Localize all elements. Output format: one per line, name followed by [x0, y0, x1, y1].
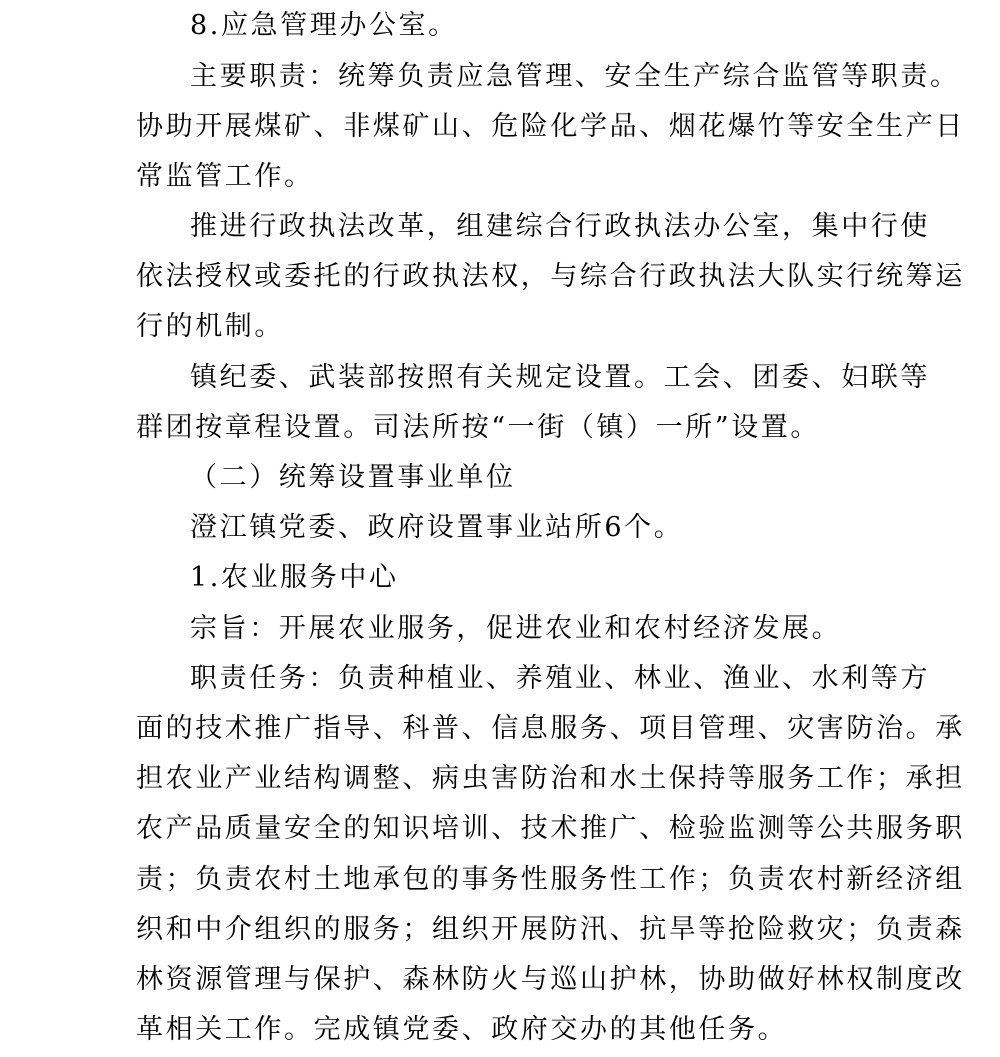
- paragraph-line: 责；负责农村土地承包的事务性服务性工作；负责农村新经济组: [136, 864, 965, 895]
- paragraph-line: 澄江镇党委、政府设置事业站所6个。: [190, 512, 684, 543]
- paragraph-line: 农产品质量安全的知识培训、技术推广、检验监测等公共服务职: [136, 813, 965, 844]
- section-heading-emergency-office: 8.应急管理办公室。: [190, 10, 458, 41]
- paragraph-line: 职责任务：负责种植业、养殖业、林业、渔业、水利等方: [190, 663, 930, 694]
- paragraph-line: 依法授权或委托的行政执法权，与综合行政执法大队实行统筹运: [136, 261, 965, 292]
- paragraph-line: 革相关工作。完成镇党委、政府交办的其他任务。: [136, 1014, 788, 1045]
- paragraph-line: 镇纪委、武装部按照有关规定设置。工会、团委、妇联等: [190, 362, 930, 393]
- paragraph-line: 面的技术推广指导、科普、信息服务、项目管理、灾害防治。承: [136, 713, 965, 744]
- section-heading-public-institutions: （二）统筹设置事业单位: [190, 462, 516, 493]
- paragraph-line: 推进行政执法改革，组建综合行政执法办公室，集中行使: [190, 211, 930, 242]
- section-heading-agri-service-center: 1.农业服务中心: [190, 562, 399, 593]
- paragraph-line: 协助开展煤矿、非煤矿山、危险化学品、烟花爆竹等安全生产日: [136, 111, 965, 142]
- paragraph-line: 宗旨：开展农业服务，促进农业和农村经济发展。: [190, 613, 842, 644]
- paragraph-line: 行的机制。: [136, 311, 284, 342]
- paragraph-line: 常监管工作。: [136, 161, 314, 192]
- paragraph-line: 担农业产业结构调整、病虫害防治和水土保持等服务工作；承担: [136, 763, 965, 794]
- paragraph-line: 织和中介组织的服务；组织开展防汛、抗旱等抢险救灾；负责森: [136, 914, 965, 945]
- paragraph-line: 林资源管理与保护、森林防火与巡山护林，协助做好林权制度改: [136, 964, 965, 995]
- paragraph-line: 主要职责：统筹负责应急管理、安全生产综合监管等职责。: [190, 61, 960, 92]
- paragraph-line: 群团按章程设置。司法所按“一街（镇）一所”设置。: [136, 412, 821, 443]
